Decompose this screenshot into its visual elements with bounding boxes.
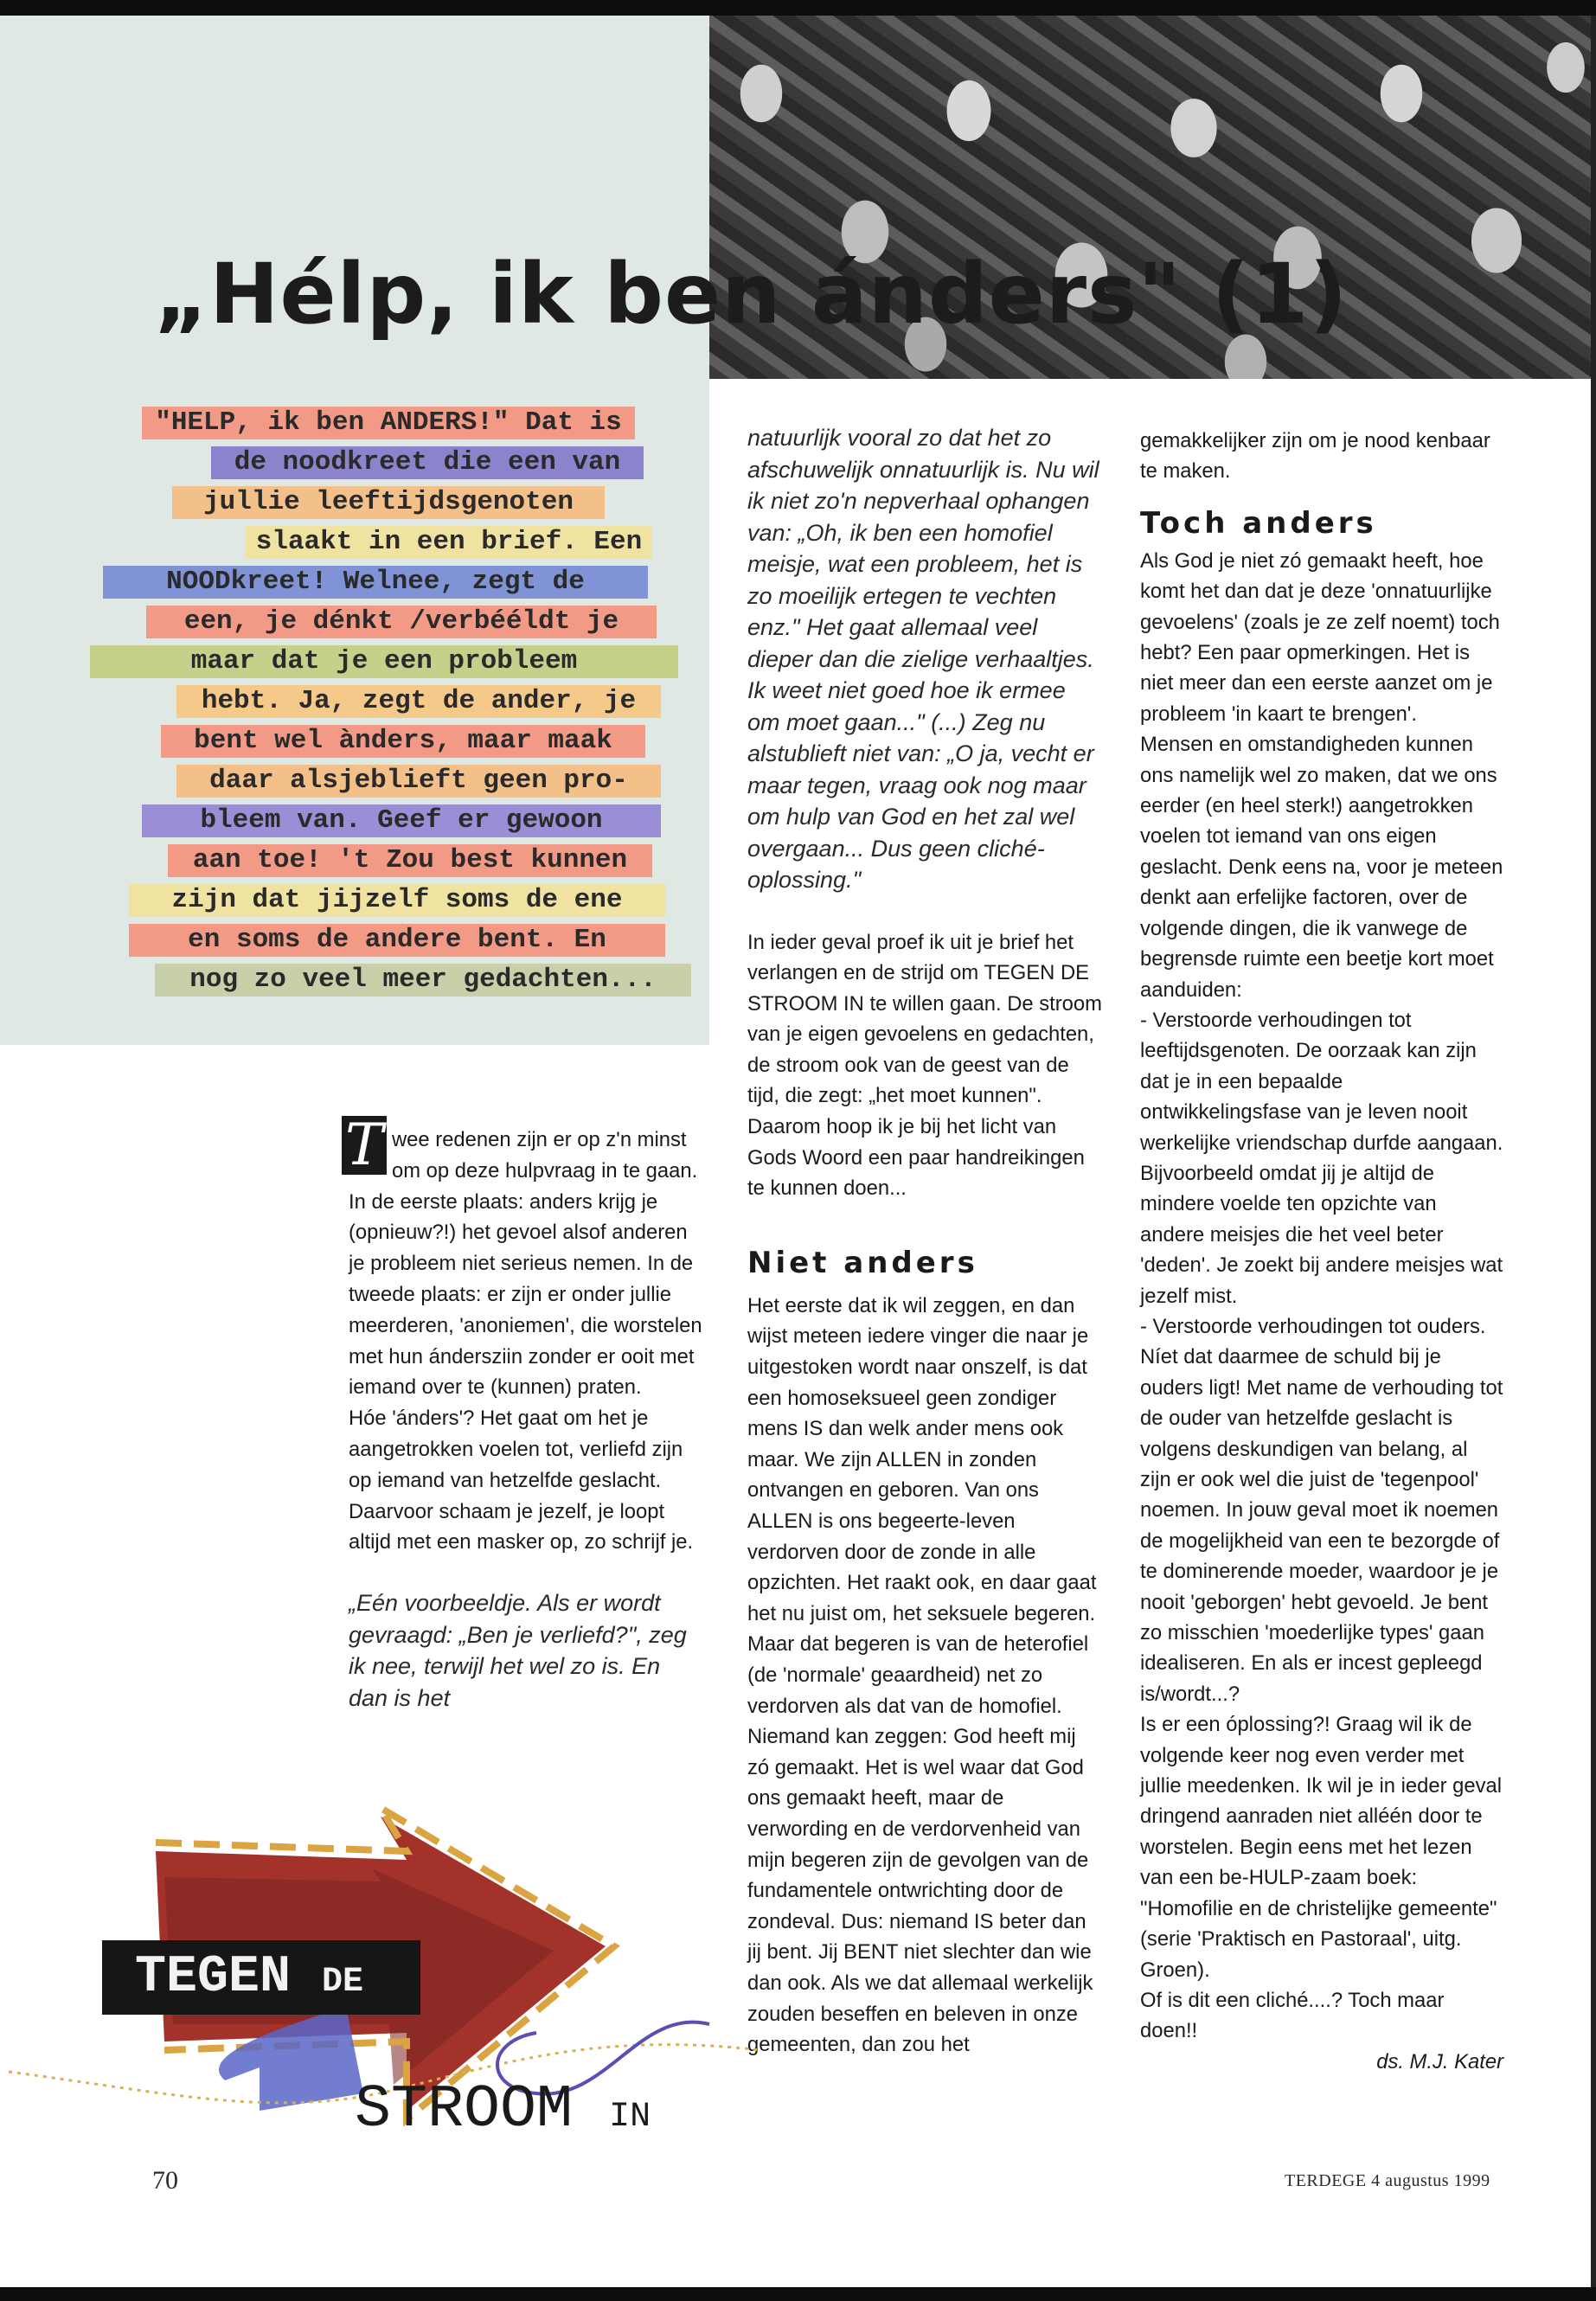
- intro-line: de noodkreet die een van: [211, 446, 644, 479]
- paragraph: [344, 1112, 705, 1403]
- intro-line: NOODkreet! Welnee, zegt de: [103, 566, 648, 599]
- paragraph: gemakkelijker zijn om je nood kenbaar te maken.: [1140, 429, 1490, 484]
- intro-line: bent wel ànders, maar maak: [161, 725, 645, 758]
- logo-word-de: DE: [322, 1963, 364, 2002]
- paragraph: Of is dit een cliché....? Toch maar doen!!: [1140, 1988, 1445, 2043]
- top-border: [0, 0, 1596, 16]
- intro-line: een, je dénkt /verbééldt je: [146, 606, 657, 638]
- logo-word-tegen: TEGEN: [135, 1948, 292, 2007]
- article-title: „Hélp, ik ben ánders" (1): [154, 246, 1349, 343]
- pull-quote-continued: natuurlijk vooral zo dat het zo afschuwelijk onnatuurlijk is. Nu wil ik niet zo'n nepverhaal ophangen van: „Oh, ik ben een homofiel meisje, wat een probleem, het is zo moeilijk ertegen te vechten enz." Het gaat allemaal veel dieper dan die zielige verhaaltjes. Ik weet niet goed hoe ik ermee om moet gaan..." (...) Zeg nu alstublieft niet van: „O ja, vecht er maar tegen, vraag ook nog maar om hulp van God en het zal wel overgaan... Dus geen cliché-oplossing.": [747, 425, 1099, 893]
- author-signature: ds. M.J. Kater: [1376, 2049, 1503, 2073]
- intro-line: "HELP, ik ben ANDERS!" Dat is: [142, 407, 635, 439]
- paragraph: - Verstoorde verhoudingen tot ouders. Níet dat daarmee de schuld bij je ouders ligt! Met name de verhouding tot de ouder van hetzelfde geslacht is volgens deskundigen van belang, al zijn er ook wel die juist de 'tegenpool' noemen. In jouw geval moet ik noemen de mogelijkheid van een te bezorgde of te dominerende moeder, waardoor je je nooit 'geborgen' hebt gevoeld. Je bent zo misschien 'moederlijke types' gaan idealiseren. En als er incest gepleegd is/wordt...?: [1140, 1314, 1503, 1706]
- section-heading: Niet anders: [747, 1245, 978, 1280]
- drop-cap: T: [342, 1116, 387, 1175]
- intro-line: bleem van. Geef er gewoon: [142, 804, 661, 837]
- paragraph: Het eerste dat ik wil zeggen, en dan wijst meteen iedere vinger die naar je uitgestoken wordt naar onszelf, is dat een homoseksueel geen zondiger mens IS dan welk ander mens ook maar. We zijn ALLEN in zonden ontvangen en geboren. Van ons ALLEN is ons begeerte-leven verdorven door de zonde in alle opzichten. Het raakt ook, en daar gaat het nu juist om, het seksuele begeren. Maar dat begeren is van de heterofiel (de 'normale' geaardheid) net zo verdorven als dat van de homofiel. Niemand kan zeggen: God heeft mij zó gemaakt. Het is wel waar dat God ons gemaakt heeft, maar de verwording en de verdorvenheid van mijn begeren zijn de gevolgen van de fundamentele ontwrichting door de zondeval. Dus: niemand IS beter dan jij bent. Jij BENT niet slechter dan wie dan ook. Als we dat allemaal werkelijk zouden beseffen en beleven in onze gemeenten, dan zou het: [747, 1293, 1097, 2057]
- intro-line: maar dat je een probleem: [90, 645, 678, 678]
- page-number: 70: [152, 2166, 178, 2195]
- publication-footer: TERDEGE 4 augustus 1999: [1285, 2171, 1490, 2190]
- intro-line: en soms de andere bent. En: [129, 924, 665, 957]
- paragraph: In ieder geval proef ik uit je brief het verlangen en de strijd om TEGEN DE STROOM IN te willen gaan. De stroom van je eigen gevoelens en gedachten, de stroom ook van de geest van de tijd, die zegt: „het moet kunnen". Daarom hoop ik je bij het licht van Gods Woord een paar handreikingen te kunnen doen...: [747, 930, 1102, 1201]
- logo-word-in: IN: [609, 2098, 651, 2137]
- paragraph: Als God je niet zó gemaakt heeft, hoe komt het dan dat je deze 'onnatuurlijke gevoelens' (zoals je ze zelf noemt) toch hebt? Een paar opmerkingen. Het is niet meer dan een eerste aanzet om je probleem 'in kaart te brengen'.: [1140, 548, 1500, 726]
- bottom-border: [0, 2287, 1596, 2301]
- intro-line: aan toe! 't Zou best kunnen: [168, 844, 652, 877]
- logo-tegen-label: [102, 1940, 420, 2015]
- paragraph: - Verstoorde verhoudingen tot leeftijdsgenoten. De oorzaak kan zijn dat je in een bepaalde ontwikkelingsfase van je leven nooit werkelijke vriendschap durfde aangaan. Bijvoorbeeld omdat jij je altijd de mindere voelde ten opzichte van andere meisjes die het veel beter 'deden'. Je zoekt bij andere meisjes wat jezelf mist.: [1140, 1008, 1503, 1308]
- intro-line: jullie leeftijdsgenoten: [172, 486, 605, 519]
- paragraph-text: wee redenen zijn er op z'n minst om op deze hulpvraag in te gaan. In de eerste plaats: anders krijg je (opnieuw?!) het gevoel alsof anderen je probleem niet serieus nemen. In de tweede plaats: er zijn er onder jullie meerderen, 'anoniemen', die worstelen met hun ándersziin zonder er ooit met iemand over te (kunnen) praten.: [349, 1128, 702, 1400]
- intro-line: hebt. Ja, zegt de ander, je: [176, 685, 661, 718]
- column-1: [344, 1112, 705, 1714]
- intro-line: zijn dat jijzelf soms de ene: [129, 884, 665, 917]
- pull-quote: „Eén voorbeeldje. Als er wordt gevraagd: „Ben je verliefd?", zeg ik nee, terwijl het wel zo is. En dan is het: [349, 1590, 687, 1711]
- section-heading: Toch anders: [1140, 505, 1377, 541]
- column-3: [1140, 426, 1503, 2077]
- logo-word-stroom: STROOM: [355, 2076, 574, 2144]
- intro-line: daar alsjeblieft geen pro-: [176, 765, 661, 798]
- column-2: [747, 422, 1102, 2061]
- paragraph: Mensen en omstandigheden kunnen ons namelijk wel zo maken, dat we ons eerder (en heel sterk!) aangetrokken voelen tot iemand van ons eigen geslacht. Denk eens na, voor je meteen denkt aan erfelijke factoren, over de volgende dingen, die ik vanwege de begrensde ruimte een beetje kort moet aanduiden:: [1140, 733, 1503, 1002]
- paragraph: Is er een óplossing?! Graag wil ik de volgende keer nog even verder met jullie meedenken. Ik wil je in ieder geval dringend aanraden niet alléén door te worstelen. Begin eens met het lezen van een be-HULP-zaam boek: "Homofilie en de christelijke gemeente" (serie 'Praktisch en Pastoraal', uitg. Groen).: [1140, 1713, 1502, 1982]
- paragraph: Hóe 'ánders'? Het gaat om het je aangetrokken voelen tot, verliefd zijn op iemand van hetzelfde geslacht. Daarvoor schaam je jezelf, je loopt altijd met een masker op, zo schrijf je.: [349, 1407, 694, 1554]
- right-border: [1591, 16, 1596, 2287]
- intro-line: nog zo veel meer gedachten...: [155, 964, 691, 997]
- logo-stroom-label: [355, 2076, 651, 2144]
- intro-line: slaakt in een brief. Een: [246, 526, 652, 559]
